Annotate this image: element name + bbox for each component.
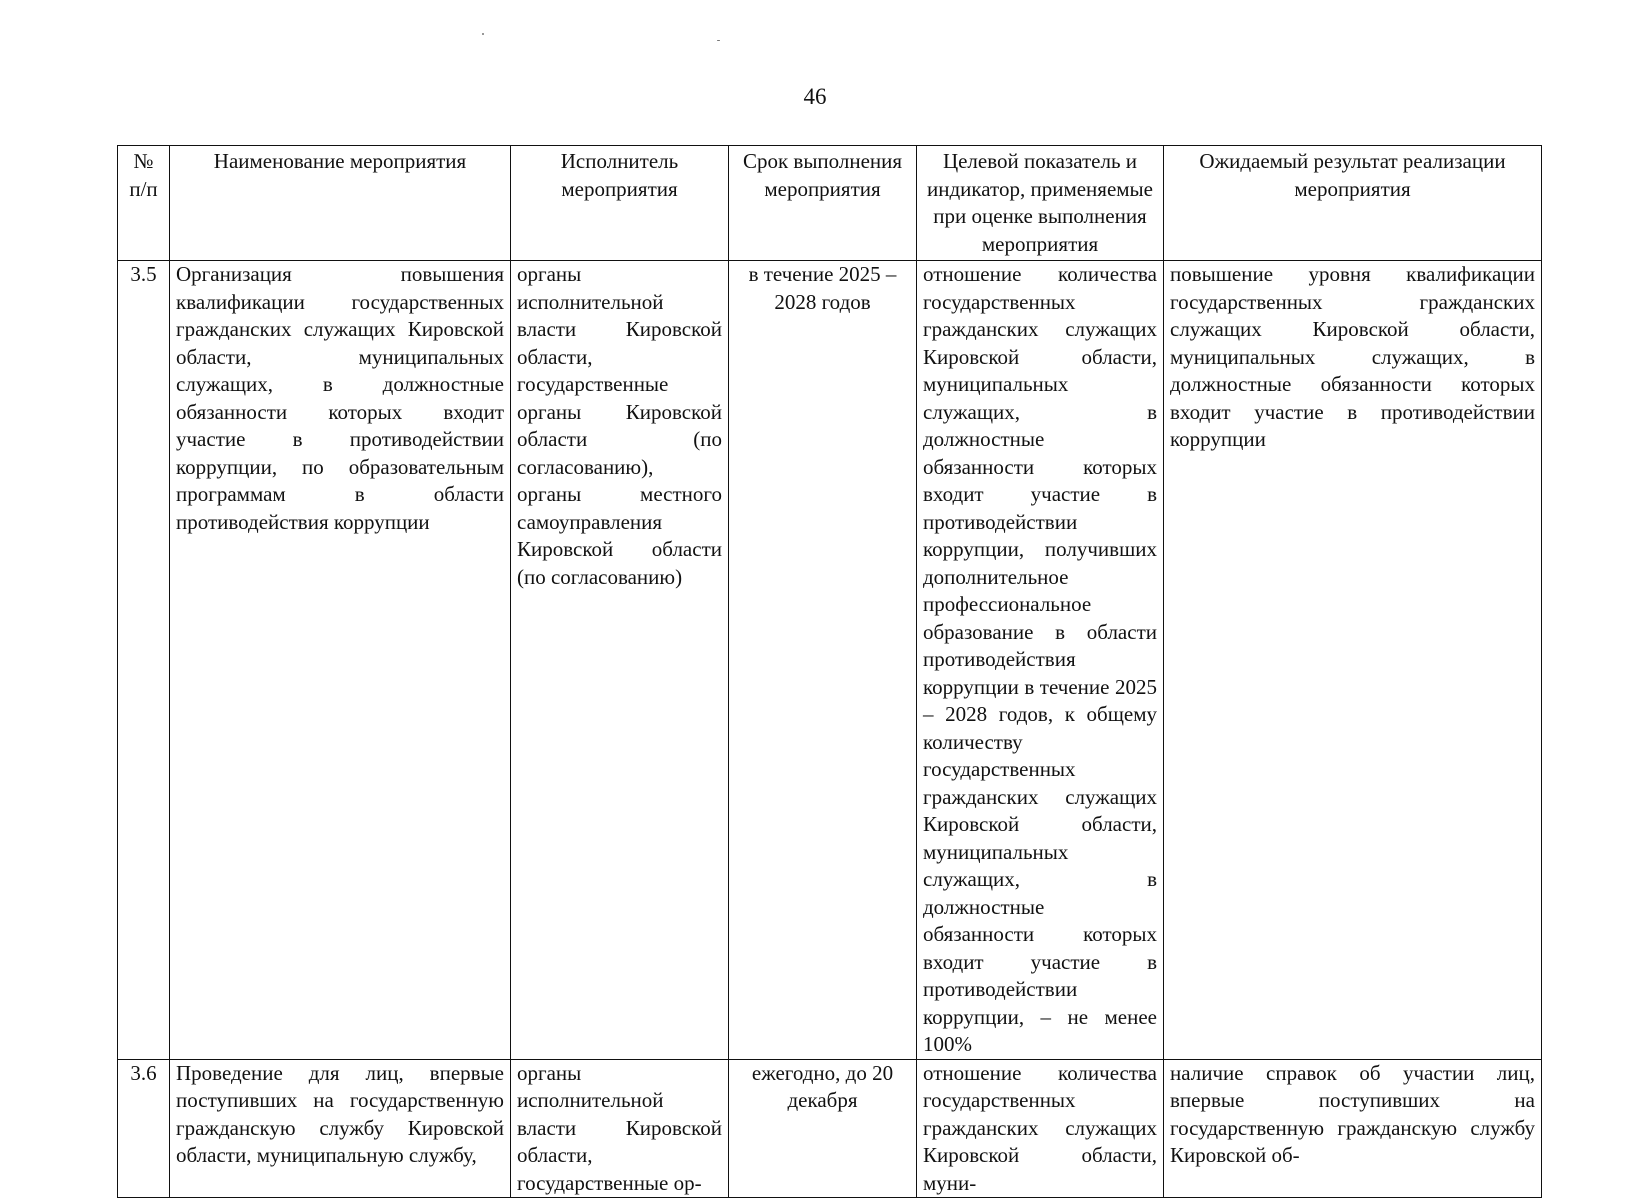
row-number: 3.6 [118, 1059, 170, 1198]
header-indicator: Целевой показатель и индикатор, применяемые при оценке выполнения мероприятия [917, 146, 1164, 261]
measure-executor: органы исполнительной власти Кировской области, государственные органы Кировской области (по согласованию), органы местного самоуправления Кировской области (по согласованию) [511, 261, 729, 1060]
measure-name: Организация повышения квалификации государственных гражданских служащих Кировской области, муниципальных служащих, в должностные обязанности которых входит участие в противодействии коррупции, по образовательным программам в области противодействия коррупции [170, 261, 511, 1060]
measure-result: наличие справок об участии лиц, впервые поступивших на государственную гражданскую службу Кировской об- [1164, 1059, 1542, 1198]
header-num: № п/п [118, 146, 170, 261]
table-header-row [118, 146, 1542, 261]
page-number: 46 [803, 84, 827, 109]
measure-name: Проведение для лиц, впервые поступивших на государственную гражданскую службу Кировской области, муниципальную службу, [170, 1059, 511, 1198]
measure-indicator: отношение количества государственных гражданских служащих Кировской области, муниципальных служащих, в должностные обязанности которых входит участие в противодействии коррупции, получивших дополнительное профессиональное образование в области противодействия коррупции в течение 2025 – 2028 годов, к общему количеству государственных гражданских служащих Кировской области, муниципальных служащих, в должностные обязанности которых входит участие в противодействии коррупции, – не менее 100% [917, 261, 1164, 1060]
table-row [118, 1059, 1542, 1198]
measure-indicator: отношение количества государственных гражданских служащих Кировской области, муни- [917, 1059, 1164, 1198]
measure-executor: органы исполнительной власти Кировской области, государственные ор- [511, 1059, 729, 1198]
measure-result: повышение уровня квалификации государственных гражданских служащих Кировской области, муниципальных служащих, в должностные обязанности которых входит участие в противодействии коррупции [1164, 261, 1542, 1060]
row-number: 3.5 [118, 261, 170, 1060]
header-result: Ожидаемый результат реализации мероприятия [1164, 146, 1542, 261]
scan-speck [482, 33, 484, 35]
measure-deadline: ежегодно, до 20 декабря [729, 1059, 917, 1198]
measures-table [117, 145, 1542, 1198]
header-executor: Исполнитель мероприятия [511, 146, 729, 261]
table-row [118, 261, 1542, 1060]
header-deadline: Срок выполнения мероприятия [729, 146, 917, 261]
measure-deadline: в течение 2025 – 2028 годов [729, 261, 917, 1060]
header-name: Наименование мероприятия [170, 146, 511, 261]
scan-speck [717, 40, 720, 41]
